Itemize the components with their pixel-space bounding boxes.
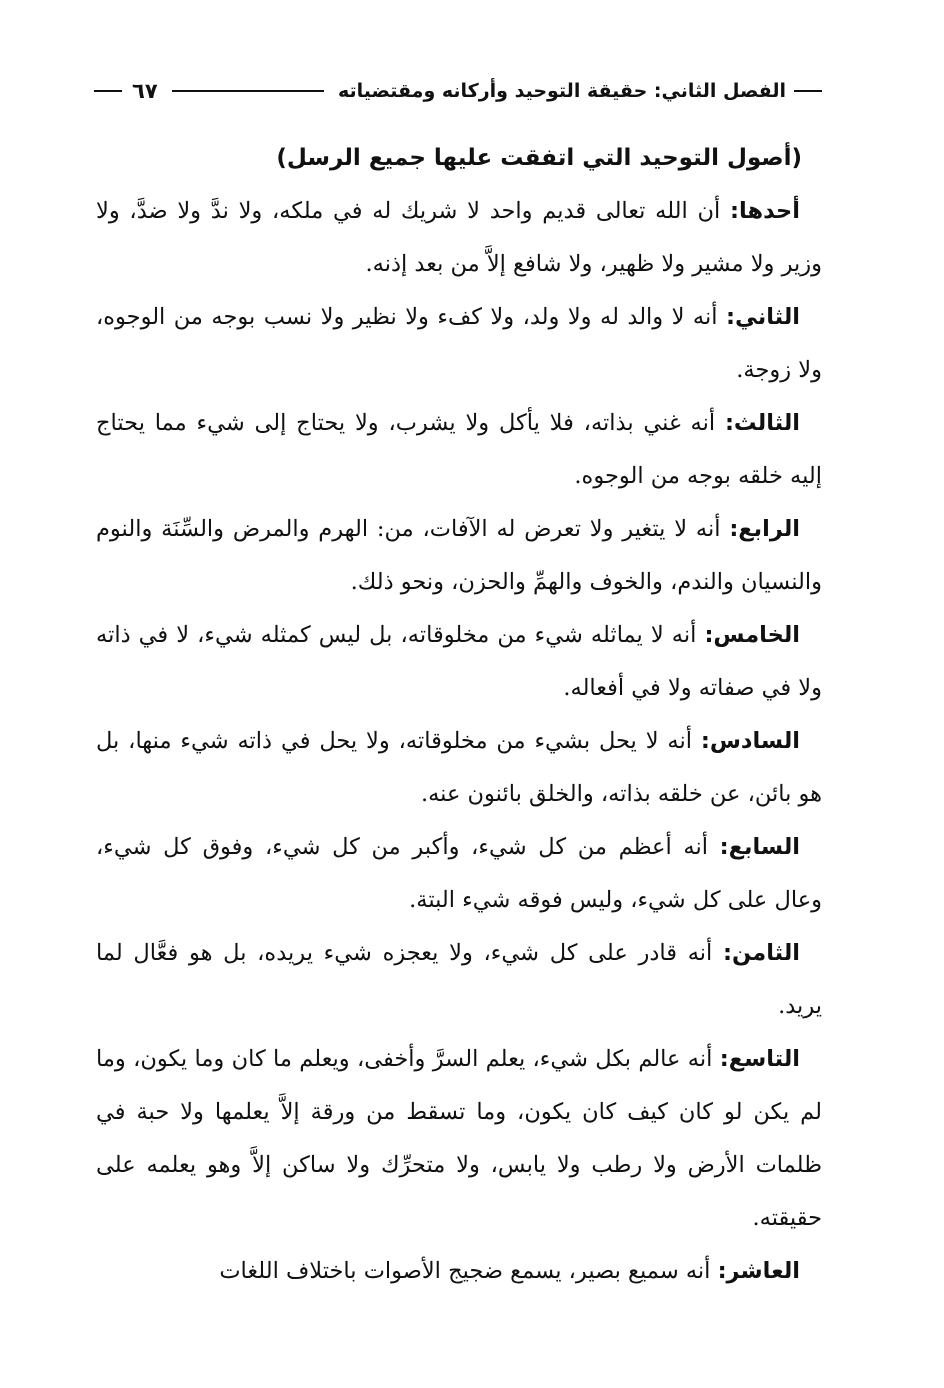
principle-paragraph	[96, 291, 822, 397]
principle-label: الخامس:	[704, 622, 800, 648]
principle-text: أنه لا يتغير ولا تعرض له الآفات، من: الهرم والمرض والسِّنَة والنوم والنسيان والندم، والخوف والهمِّ والحزن، ونحو ذلك.	[96, 516, 822, 595]
page-body	[96, 132, 822, 1298]
principle-text: أنه لا والد له ولا ولد، ولا كفء ولا نظير ولا نسب بوجه من الوجوه، ولا زوجة.	[96, 304, 822, 383]
principle-text: أن الله تعالى قديم واحد لا شريك له في ملكه، ولا ندَّ ولا ضدَّ، ولا وزير ولا مشير ولا ظهير، ولا شافع إلاَّ من بعد إذنه.	[96, 198, 822, 277]
principle-label: السابع:	[719, 834, 800, 860]
principle-label: الثامن:	[723, 940, 800, 966]
header-dash-start	[794, 90, 822, 92]
principle-paragraph	[96, 1033, 822, 1245]
running-header	[94, 74, 822, 108]
principle-paragraph	[96, 503, 822, 609]
principle-label: الثاني:	[725, 304, 800, 330]
principle-paragraph	[96, 397, 822, 503]
principle-paragraph	[96, 927, 822, 1033]
principle-label: الثالث:	[724, 410, 800, 436]
principle-paragraph	[96, 185, 822, 291]
principle-label: الرابع:	[729, 516, 800, 542]
principle-text: أنه أعظم من كل شيء، وأكبر من كل شيء، وفوق كل شيء، وعال على كل شيء، وليس فوقه شيء البتة.	[96, 834, 822, 913]
principle-text: أنه سميع بصير، يسمع ضجيج الأصوات باختلاف اللغات	[219, 1258, 718, 1284]
principle-paragraph	[96, 715, 822, 821]
principle-paragraph	[96, 609, 822, 715]
header-rule	[172, 90, 324, 92]
section-heading: (أصول التوحيد التي اتفقت عليها جميع الرسل)	[276, 145, 802, 171]
principle-label: أحدها:	[730, 198, 800, 224]
principle-text: أنه لا يحل بشيء من مخلوقاته، ولا يحل في ذاته شيء منها، بل هو بائن، عن خلقه بذاته، والخلق بائنون عنه.	[96, 728, 822, 807]
principle-text: أنه لا يماثله شيء من مخلوقاته، بل ليس كمثله شيء، لا في ذاته ولا في صفاته ولا في أفعاله.	[96, 622, 822, 701]
principle-label: العاشر:	[717, 1258, 800, 1284]
chapter-title: الفصل الثاني: حقيقة التوحيد وأركانه ومقتضياته	[337, 80, 786, 102]
page-number: ٦٧	[132, 79, 158, 103]
principle-text: أنه غني بذاته، فلا يأكل ولا يشرب، ولا يحتاج إلى شيء مما يحتاج إليه خلقه بوجه من الوجوه.	[96, 410, 822, 489]
principle-paragraph	[96, 821, 822, 927]
principle-paragraph	[96, 1245, 822, 1298]
header-dash-end	[94, 90, 122, 92]
principle-label: التاسع:	[719, 1046, 800, 1072]
principle-text: أنه عالم بكل شيء، يعلم السرَّ وأخفى، ويعلم ما كان وما يكون، وما لم يكن لو كان كيف كان يكون، وما تسقط من ورقة إلاَّ يعلمها ولا حبة في ظلمات الأرض ولا رطب ولا يابس، ولا متحرِّك ولا ساكن إلاَّ وهو يعلمه على حقيقته.	[96, 1046, 822, 1231]
principle-label: السادس:	[700, 728, 800, 754]
principle-text: أنه قادر على كل شيء، ولا يعجزه شيء يريده، بل هو فعَّال لما يريد.	[96, 940, 822, 1019]
